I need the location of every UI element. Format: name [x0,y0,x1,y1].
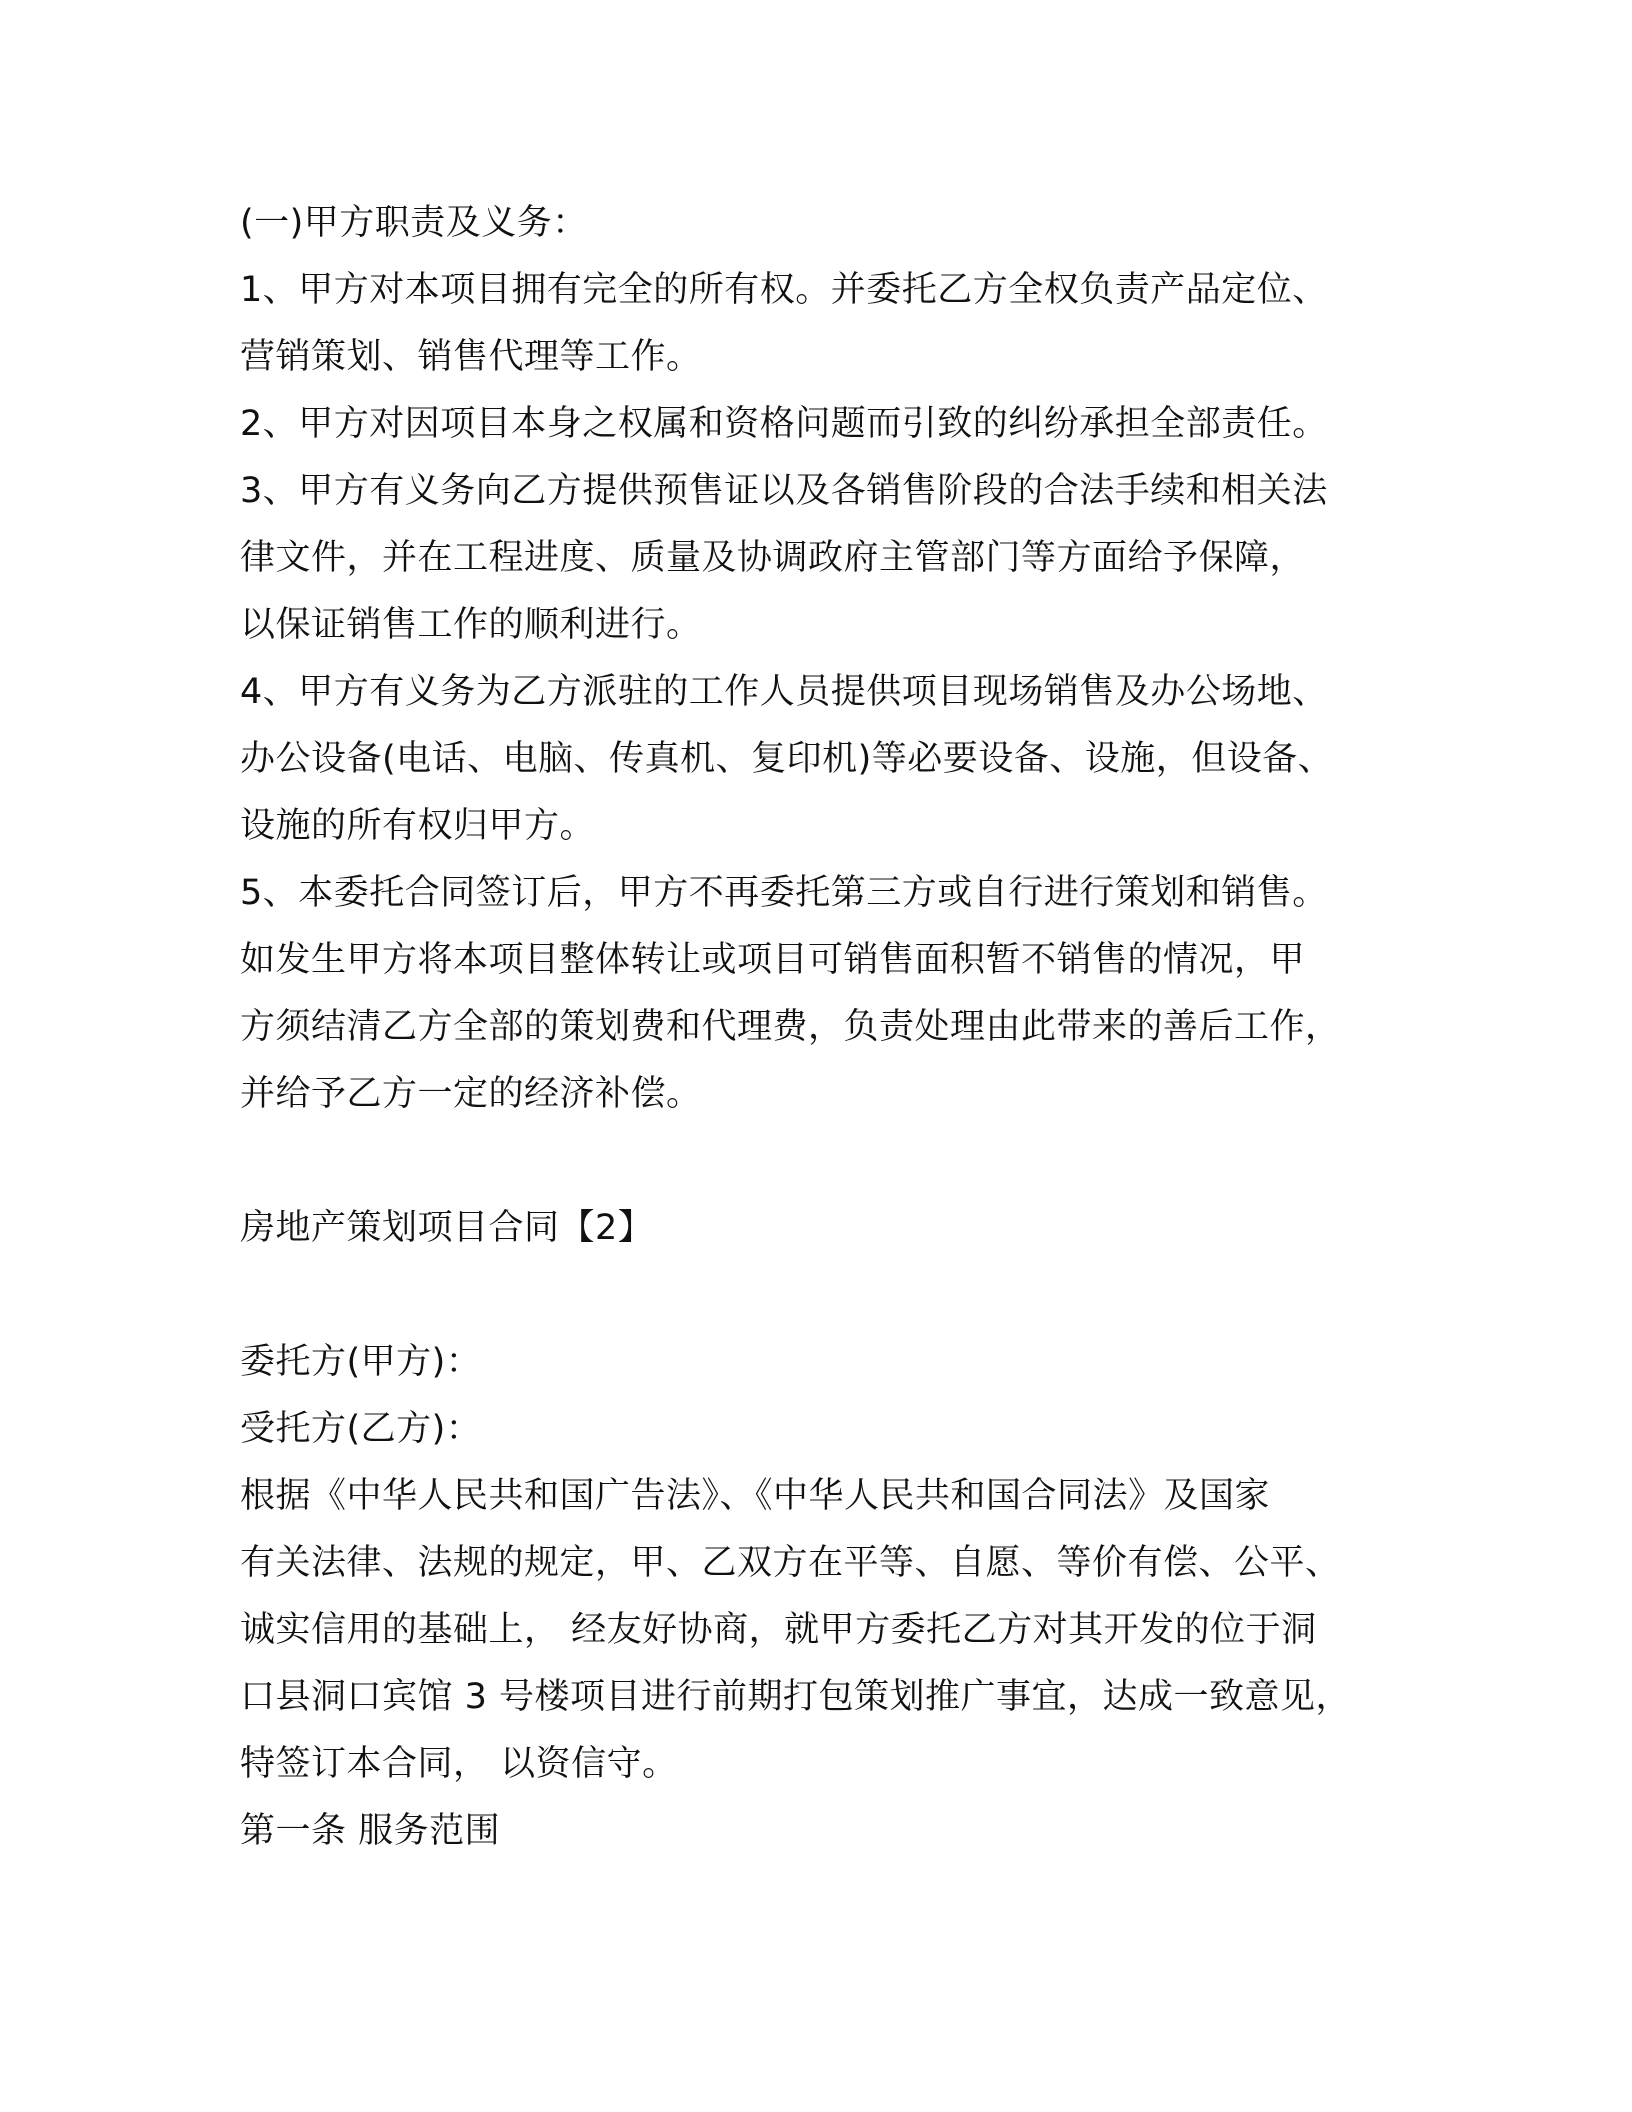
section-heading: (一)甲方职责及义务： [240,203,588,243]
clause-line: 1、甲方对本项目拥有完全的所有权。并委托乙方全权负责产品定位、 [240,270,1328,310]
preamble-line: 有关法律、法规的规定，甲、乙双方在平等、自愿、等价有偿、公平、 [240,1543,1341,1583]
preamble-line: 诚实信用的基础上， 经友好协商，就甲方委托乙方对其开发的位于洞 [240,1610,1317,1650]
clause-2 [240,391,1400,458]
clause-line: 并给予乙方一定的经济补偿。 [240,1074,702,1114]
clause-line: 以保证销售工作的顺利进行。 [240,605,702,645]
contractor-label: 受托方(乙方)： [240,1409,482,1449]
spacer [240,1262,1400,1329]
clause-line: 办公设备(电话、电脑、传真机、复印机)等必要设备、设施，但设备、 [240,739,1334,779]
clause-line: 设施的所有权归甲方。 [240,806,596,846]
document-body [240,190,1400,1865]
clause-line: 3、甲方有义务向乙方提供预售证以及各销售阶段的合法手续和相关法 [240,471,1328,511]
clause-line: 2、甲方对因项目本身之权属和资格问题而引致的纠纷承担全部责任。 [240,404,1328,444]
clause-line: 营销策划、销售代理等工作。 [240,337,702,377]
preamble [240,1463,1400,1798]
clause-3 [240,458,1400,659]
preamble-line: 根据《中华人民共和国广告法》、《中华人民共和国合同法》及国家 [240,1476,1271,1516]
clause-5 [240,860,1400,1128]
client-label: 委托方(甲方)： [240,1342,482,1382]
clause-line: 方须结清乙方全部的策划费和代理费，负责处理由此带来的善后工作， [240,1007,1341,1047]
article-heading: 第一条 服务范围 [240,1811,501,1851]
spacer [240,1128,1400,1195]
clause-line: 如发生甲方将本项目整体转让或项目可销售面积暂不销售的情况，甲 [240,940,1306,980]
contract-title: 房地产策划项目合同【2】 [240,1208,654,1248]
clause-line: 律文件，并在工程进度、质量及协调政府主管部门等方面给予保障， [240,538,1306,578]
clause-4 [240,659,1400,860]
preamble-line: 特签订本合同， 以资信守。 [240,1744,678,1784]
clause-line: 5、本委托合同签订后，甲方不再委托第三方或自行进行策划和销售。 [240,873,1328,913]
preamble-line: 口县洞口宾馆 3 号楼项目进行前期打包策划推广事宜，达成一致意见， [240,1677,1352,1717]
clause-1 [240,257,1400,391]
clause-line: 4、甲方有义务为乙方派驻的工作人员提供项目现场销售及办公场地、 [240,672,1328,712]
